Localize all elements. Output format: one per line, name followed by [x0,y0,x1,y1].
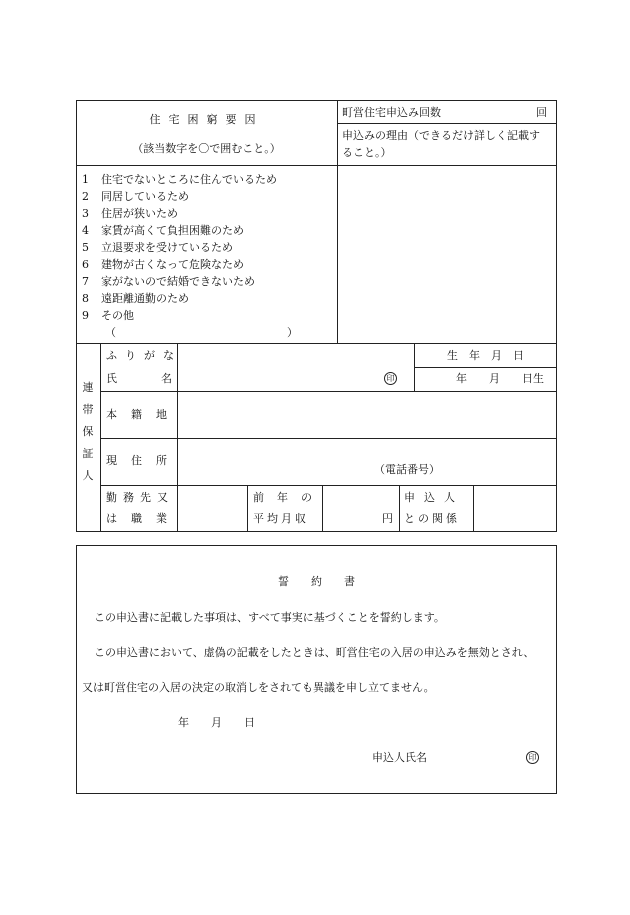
divider [247,485,248,532]
cause-text: 立退要求を受けているため [101,241,233,254]
cause-num: 5 [82,241,89,254]
seal-mark: 印 [526,751,539,764]
relation-field[interactable] [474,486,556,531]
cause-text: 遠距離通勤のため [101,292,189,305]
address-label: 現住所 [106,454,181,467]
applicant-name-field[interactable] [436,746,518,768]
cause-title: 住宅困窮要因 [149,113,264,126]
cause-text: 住宅でないところに住んでいるため [101,173,277,186]
income-label-line1: 前年の [253,491,325,504]
cause-instruction: （該当数字を〇で囲むこと。） [132,142,281,155]
divider [100,343,101,532]
seal-mark: 印 [384,372,397,385]
application-count-unit: 回 [536,106,547,119]
reason-label: 申込みの理由（できるだけ詳しく記載す [342,129,540,142]
cause-text: 建物が古くなって危険なため [101,258,244,271]
cause-text: 同居しているため [101,190,189,203]
relation-label-line2: との関係 [404,512,460,525]
label-char: 保 [82,425,94,438]
cause-num: 8 [82,292,89,305]
divider [337,123,557,124]
guarantor-section-label [81,382,95,492]
domicile-label: 本籍地 [106,408,181,421]
work-label-line1: 勤務先又 [106,491,174,504]
furigana-field[interactable] [178,344,413,366]
cause-text: 家がないので結婚できないため [101,275,255,288]
pledge-paragraph-3: 又は町営住宅の入居の決定の取消しをされても異議を申し立てません。 [82,681,435,694]
phone-label: （電話番号） [374,463,440,476]
birth-label: 生 年 月 日 [447,349,524,362]
other-open-paren: （ [105,326,116,339]
address-field[interactable] [178,439,556,484]
application-count-label: 町営住宅申込み回数 [342,106,441,119]
cause-text: 家賃が高くて負担困難のため [101,224,244,237]
birth-value[interactable]: 年 月 日生 [456,372,544,385]
cause-num: 6 [82,258,89,271]
pledge-paragraph-2: この申込書において、虚偽の記載をしたときは、町営住宅の入居の申込みを無効とされ、 [94,646,535,659]
furigana-label: ふりがな [106,349,182,362]
cause-num: 3 [82,207,89,220]
reason-field[interactable] [338,166,556,342]
divider [414,367,557,368]
income-label-line2: 平均月収 [253,512,309,525]
cause-num: 1 [82,173,89,186]
cause-num: 9 [82,309,89,322]
applicant-name-label: 申込人氏名 [372,751,427,764]
pledge-date[interactable]: 年 月 日 [178,716,255,729]
name-field[interactable] [178,368,378,390]
work-label-line2: は職業 [106,512,181,525]
name-label: 氏名 [106,372,216,385]
other-close-paren: ） [287,326,298,339]
cause-num: 4 [82,224,89,237]
cause-text: 住居が狭いため [101,207,178,220]
income-unit: 円 [382,512,393,525]
cause-text: その他 [101,309,134,322]
cause-num: 7 [82,275,89,288]
pledge-paragraph-1: この申込書に記載した事項は、すべて事実に基づくことを誓約します。 [94,611,445,624]
label-char: 人 [82,469,94,482]
label-char: 連 [82,381,94,394]
cause-num: 2 [82,190,89,203]
pledge-title: 誓 約 書 [278,575,355,588]
work-field[interactable] [178,486,246,531]
reason-label-line2: ること。） [342,146,392,159]
relation-label-line1: 申込人 [404,491,464,504]
domicile-field[interactable] [178,392,556,437]
divider [399,485,400,532]
other-reason-field[interactable] [120,324,300,338]
label-char: 証 [82,447,94,460]
label-char: 帯 [82,403,94,416]
